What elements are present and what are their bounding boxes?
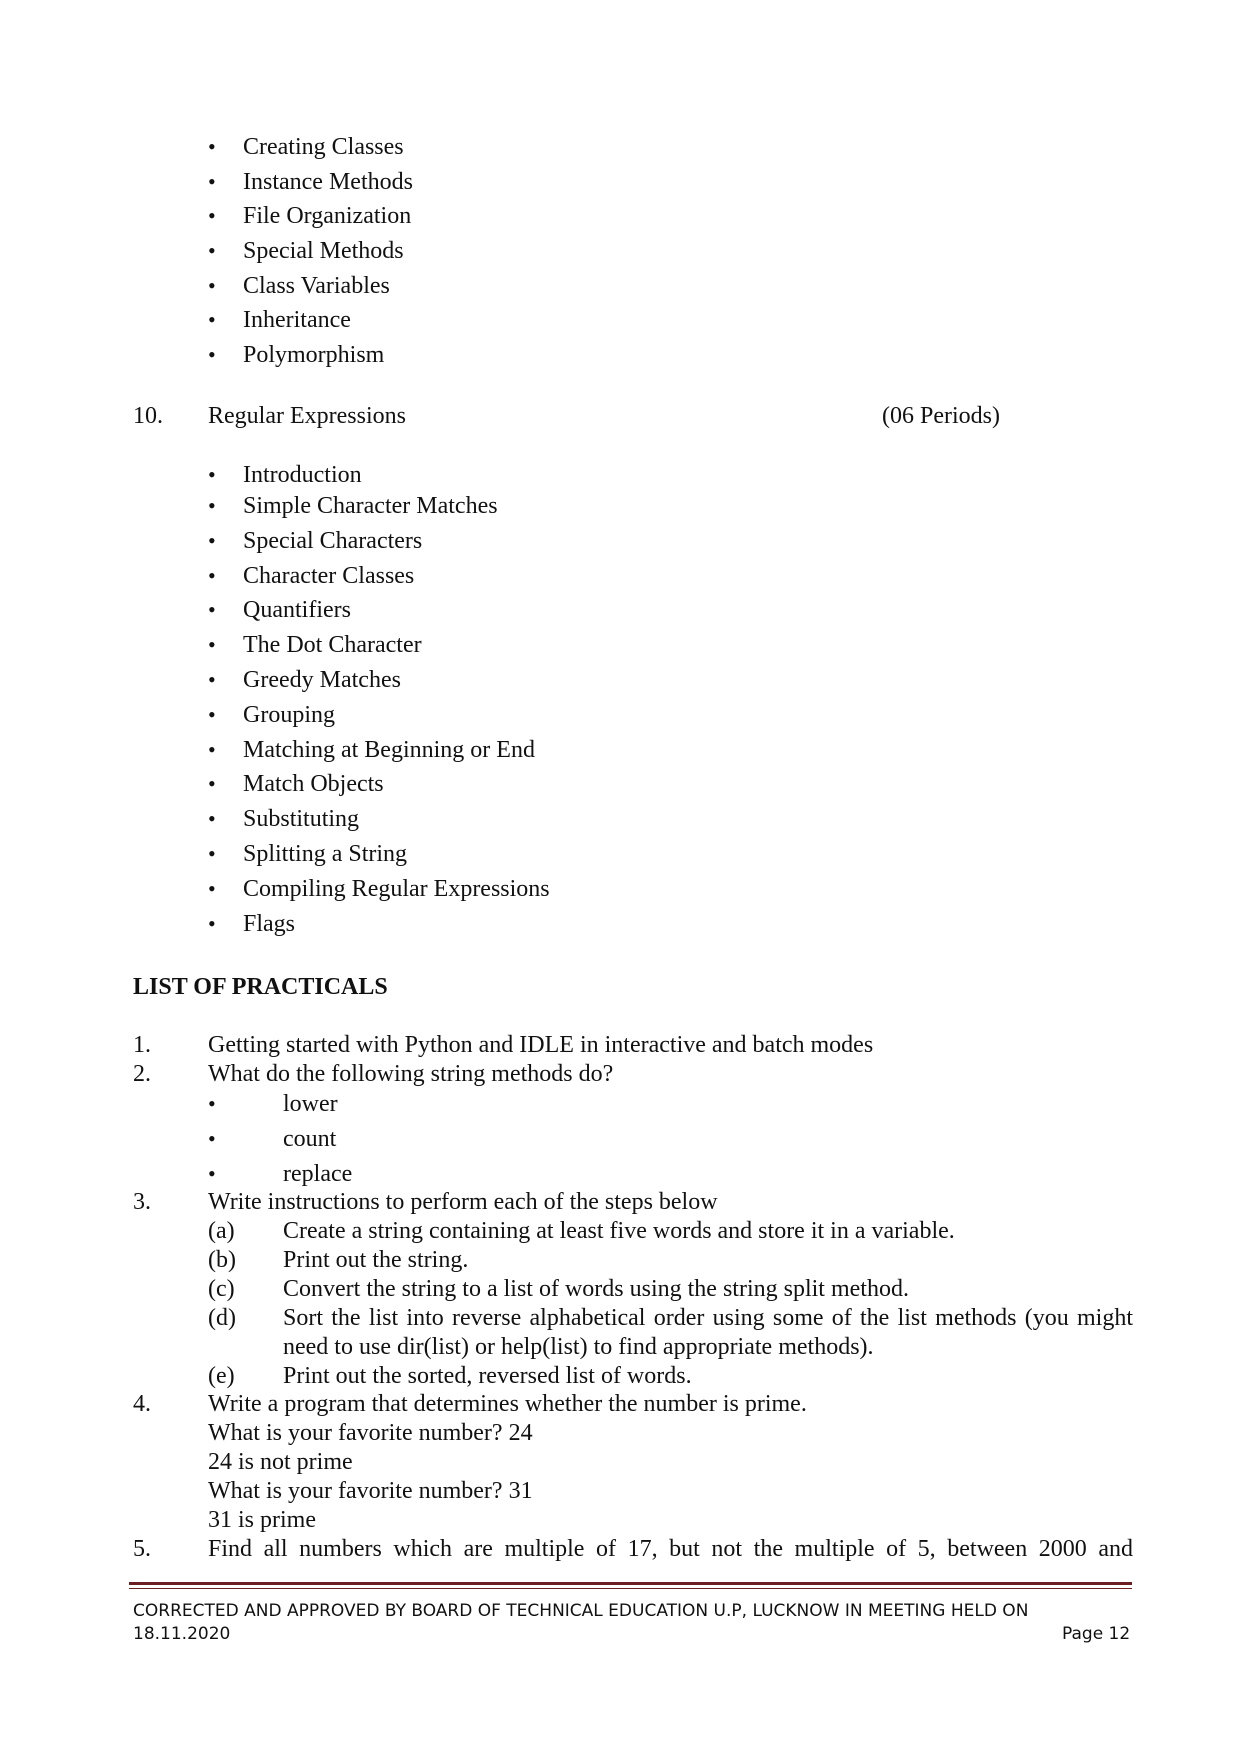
step-label: (e) bbox=[208, 1363, 235, 1389]
list-item: • Special Characters bbox=[208, 527, 550, 562]
step-text: Create a string containing at least five words and store it in a variable. bbox=[283, 1218, 955, 1244]
practical-number: 3. bbox=[133, 1189, 151, 1215]
bullet-icon: • bbox=[208, 1126, 216, 1151]
section-number: 10. bbox=[133, 403, 163, 429]
list-item: • The Dot Character bbox=[208, 631, 550, 666]
practical-text: Write instructions to perform each of the steps below bbox=[208, 1189, 718, 1215]
string-method: replace bbox=[283, 1161, 353, 1187]
page-number: Page 12 bbox=[1062, 1624, 1131, 1644]
list-item: • Special Methods bbox=[208, 237, 413, 272]
sample-output-line: 24 is not prime bbox=[208, 1449, 353, 1475]
step-text: Sort the list into reverse alphabetical order using some of the list methods (you might bbox=[283, 1305, 1133, 1331]
list-item: • Compiling Regular Expressions bbox=[208, 875, 550, 910]
practical-number: 5. bbox=[133, 1536, 151, 1562]
bullet-icon: • bbox=[208, 1161, 216, 1186]
practical-text: Write a program that determines whether the number is prime. bbox=[208, 1391, 807, 1417]
list-item: • Quantifiers bbox=[208, 596, 550, 631]
step-text: Print out the sorted, reversed list of words. bbox=[283, 1363, 692, 1389]
regex-topics-list bbox=[208, 461, 550, 944]
list-item: • Greedy Matches bbox=[208, 666, 550, 701]
step-label: (d) bbox=[208, 1305, 236, 1331]
section-title: Regular Expressions bbox=[208, 403, 406, 429]
oop-topics-list bbox=[208, 133, 413, 376]
list-item: • Matching at Beginning or End bbox=[208, 736, 550, 771]
step-label: (c) bbox=[208, 1276, 235, 1302]
section-periods: (06 Periods) bbox=[882, 403, 1000, 429]
list-item: • Inheritance bbox=[208, 306, 413, 341]
practical-number: 1. bbox=[133, 1032, 151, 1058]
list-item: • Splitting a String bbox=[208, 840, 550, 875]
step-label: (b) bbox=[208, 1247, 236, 1273]
list-item: • Introduction bbox=[208, 461, 550, 492]
list-item: • Match Objects bbox=[208, 770, 550, 805]
footer-approval-text: CORRECTED AND APPROVED BY BOARD OF TECHNICAL EDUCATION U.P, LUCKNOW IN MEETING HELD ON bbox=[133, 1601, 1029, 1621]
sample-output-line: What is your favorite number? 24 bbox=[208, 1420, 533, 1446]
step-text: Convert the string to a list of words using the string split method. bbox=[283, 1276, 909, 1302]
practical-number: 2. bbox=[133, 1061, 151, 1087]
string-method: count bbox=[283, 1126, 337, 1152]
list-item: • Flags bbox=[208, 910, 550, 945]
practical-text: Getting started with Python and IDLE in interactive and batch modes bbox=[208, 1032, 874, 1058]
list-item: • Grouping bbox=[208, 701, 550, 736]
footer-date: 18.11.2020 bbox=[133, 1624, 231, 1644]
string-method: lower bbox=[283, 1091, 338, 1117]
bullet-icon: • bbox=[208, 1091, 216, 1116]
list-item: • Character Classes bbox=[208, 562, 550, 597]
list-item: • Substituting bbox=[208, 805, 550, 840]
practical-text: What do the following string methods do? bbox=[208, 1061, 614, 1087]
footer-rule bbox=[129, 1582, 1132, 1585]
step-text-continued: need to use dir(list) or help(list) to find appropriate methods). bbox=[283, 1334, 874, 1360]
step-label: (a) bbox=[208, 1218, 235, 1244]
list-item: • Polymorphism bbox=[208, 341, 413, 376]
practical-text: Find all numbers which are multiple of 17, but not the multiple of 5, between 2000 and bbox=[208, 1536, 1133, 1562]
sample-output-line: 31 is prime bbox=[208, 1507, 316, 1533]
sample-output-line: What is your favorite number? 31 bbox=[208, 1478, 533, 1504]
list-item: • Instance Methods bbox=[208, 168, 413, 203]
list-item: • Simple Character Matches bbox=[208, 492, 550, 527]
practicals-heading: LIST OF PRACTICALS bbox=[133, 974, 388, 1000]
step-text: Print out the string. bbox=[283, 1247, 469, 1273]
list-item: • Class Variables bbox=[208, 272, 413, 307]
list-item: • Creating Classes bbox=[208, 133, 413, 168]
practical-number: 4. bbox=[133, 1391, 151, 1417]
footer-rule-thin bbox=[129, 1588, 1132, 1589]
list-item: • File Organization bbox=[208, 202, 413, 237]
